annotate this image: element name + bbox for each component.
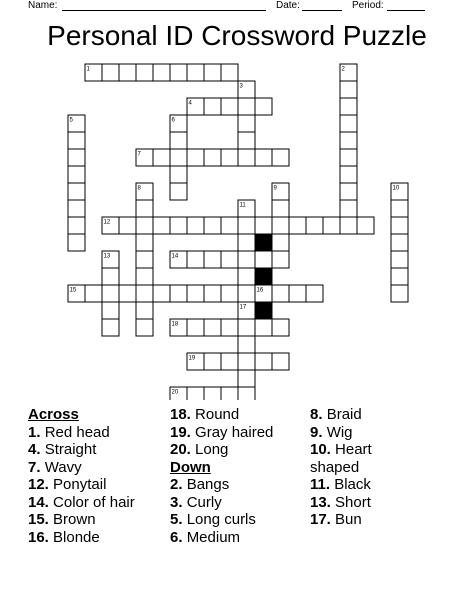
grid-cell[interactable] [391,268,408,285]
grid-cell[interactable] [187,149,204,166]
grid-cell[interactable] [204,285,221,302]
grid-cell[interactable] [136,200,153,217]
clue-down-5: 5. Long curls [170,511,256,528]
clue-number-18: 18 [171,321,179,328]
grid-cell[interactable] [136,251,153,268]
grid-cell[interactable] [221,217,238,234]
black-square [255,268,272,285]
grid-cell[interactable] [357,217,374,234]
grid-cell[interactable] [221,319,238,336]
grid-cell[interactable] [340,81,357,98]
name-label: Name: [28,0,58,11]
clue-number-8: 8 [137,185,141,192]
clue-number-5: 5 [69,117,73,124]
grid-cell[interactable] [255,319,272,336]
down-clues-continued [310,406,372,529]
clue-number-13: 13 [103,253,111,260]
grid-cell[interactable] [238,98,255,115]
grid-cell[interactable] [289,285,306,302]
grid-cell[interactable] [340,132,357,149]
grid-cell[interactable] [119,64,136,81]
clue-number-12: 12 [103,219,111,226]
grid-cell[interactable] [391,217,408,234]
clue-across-7: 7. Wavy [28,458,82,476]
grid-cell[interactable] [272,234,289,251]
clue-down-11: 11. Black [310,476,371,493]
grid-cell[interactable] [136,234,153,251]
grid-cell[interactable] [238,268,255,285]
grid-cell[interactable] [153,149,170,166]
date-label: Date: [276,0,300,11]
grid-cell[interactable] [136,217,153,234]
clue-number-7: 7 [137,151,141,158]
grid-cell[interactable] [391,285,408,302]
grid-cell[interactable] [102,319,119,336]
clue-number-2: 2 [341,66,345,73]
grid-cell[interactable] [221,285,238,302]
grid-cell[interactable] [204,98,221,115]
grid-cell[interactable] [238,319,255,336]
grid-cell[interactable] [204,319,221,336]
grid-cell[interactable] [272,319,289,336]
grid-cell[interactable] [340,183,357,200]
grid-cell[interactable] [255,217,272,234]
grid-cell[interactable] [136,302,153,319]
grid-cell[interactable] [102,285,119,302]
grid-cell[interactable] [187,319,204,336]
clue-number-3: 3 [239,83,243,90]
grid-cell[interactable] [102,268,119,285]
grid-cell[interactable] [187,217,204,234]
grid-cell[interactable] [85,285,102,302]
grid-cell[interactable] [238,387,255,400]
clue-number-16: 16 [256,287,264,294]
grid-cell[interactable] [170,183,187,200]
grid-cell[interactable] [238,234,255,251]
grid-cell[interactable] [391,234,408,251]
grid-cell[interactable] [340,217,357,234]
grid-cell[interactable] [289,217,306,234]
clue-number-1: 1 [86,66,90,73]
grid-cell[interactable] [68,234,85,251]
grid-cell[interactable] [136,64,153,81]
grid-cell[interactable] [255,251,272,268]
grid-cell[interactable] [153,285,170,302]
clue-down-2: 2. Bangs [170,476,230,493]
grid-cell[interactable] [170,285,187,302]
grid-cell[interactable] [221,387,238,400]
clue-number-17: 17 [239,304,247,311]
grid-cell[interactable] [187,387,204,400]
grid-cell[interactable] [187,285,204,302]
grid-cell[interactable] [221,353,238,370]
grid-cell[interactable] [221,149,238,166]
grid-cell[interactable] [204,251,221,268]
grid-cell[interactable] [187,64,204,81]
clue-across-1: 1. Red head [28,423,110,441]
grid-cell[interactable] [170,217,187,234]
grid-cell[interactable] [255,98,272,115]
grid-cell[interactable] [238,285,255,302]
grid-cell[interactable] [272,251,289,268]
clue-number-10: 10 [392,185,400,192]
grid-cell[interactable] [68,200,85,217]
grid-cell[interactable] [221,98,238,115]
grid-cell[interactable] [238,149,255,166]
clue-number-15: 15 [69,287,77,294]
grid-cell[interactable] [238,353,255,370]
grid-cell[interactable] [170,132,187,149]
grid-cell[interactable] [68,166,85,183]
grid-cell[interactable] [340,98,357,115]
grid-cell[interactable] [238,251,255,268]
grid-cell[interactable] [221,251,238,268]
clue-number-6: 6 [171,117,175,124]
clue-down-3: 3. Curly [170,493,222,511]
grid-cell[interactable] [340,115,357,132]
clue-number-14: 14 [171,253,179,260]
grid-cell[interactable] [102,64,119,81]
clue-number-4: 4 [188,100,192,107]
grid-cell[interactable] [136,319,153,336]
grid-cell[interactable] [68,217,85,234]
clue-number-19: 19 [188,355,196,362]
clue-number-20: 20 [171,389,179,396]
down-heading: Down [170,458,211,476]
grid-cell[interactable] [204,149,221,166]
grid-cell[interactable] [153,64,170,81]
grid-cell[interactable] [238,370,255,387]
grid-cell[interactable] [204,387,221,400]
grid-cell[interactable] [272,200,289,217]
grid-cell[interactable] [323,217,340,234]
grid-cell[interactable] [102,302,119,319]
grid-cell[interactable] [68,132,85,149]
clue-down-13: 13. Short [310,493,371,511]
period-label: Period: [352,0,384,11]
clue-across-18: 18. Round [170,406,240,423]
grid-cell[interactable] [204,64,221,81]
grid-cell[interactable] [204,353,221,370]
clue-down-8: 8. Braid [310,406,362,423]
across-clues-continued [170,406,273,546]
grid-cell[interactable] [391,251,408,268]
grid-cell[interactable] [255,353,272,370]
clue-down-9: 9. Wig [310,423,353,441]
black-square [255,302,272,319]
clue-across-4: 4. Straight [28,441,97,458]
grid-cell[interactable] [238,217,255,234]
clue-across-14: 14. Color of hair [28,493,135,511]
clue-across-12: 12. Ponytail [28,476,107,493]
clue-down-6: 6. Medium [170,528,241,546]
grid-cell[interactable] [153,217,170,234]
grid-cell[interactable] [221,64,238,81]
clue-across-20: 20. Long [170,441,229,458]
clue-down-10: 10. Heart [310,441,372,458]
grid-cell[interactable] [119,217,136,234]
grid-cell[interactable] [68,183,85,200]
grid-cell[interactable] [204,217,221,234]
grid-cell[interactable] [187,251,204,268]
grid-cell[interactable] [238,132,255,149]
grid-cell[interactable] [170,149,187,166]
grid-cell[interactable] [170,64,187,81]
grid-cell[interactable] [255,149,272,166]
clue-number-11: 11 [239,202,246,209]
grid-cell[interactable] [272,285,289,302]
black-square [255,234,272,251]
grid-cell[interactable] [272,149,289,166]
grid-cell[interactable] [272,217,289,234]
page-title: Personal ID Crossword Puzzle [47,20,427,51]
clue-down-10-continued: shaped [310,458,360,476]
clue-across-16: 16. Blonde [28,528,100,546]
grid-cell[interactable] [391,200,408,217]
grid-cell[interactable] [238,115,255,132]
clue-across-15: 15. Brown [28,511,96,528]
grid-cell[interactable] [340,200,357,217]
grid-cell[interactable] [238,336,255,353]
grid-cell[interactable] [272,353,289,370]
grid-cell[interactable] [340,149,357,166]
clue-number-9: 9 [273,185,277,192]
across-clues [28,406,135,546]
grid-cells [68,64,408,400]
grid-cell[interactable] [340,166,357,183]
grid-cell[interactable] [170,166,187,183]
grid-cell[interactable] [306,285,323,302]
across-heading: Across [28,406,79,423]
clue-down-17: 17. Bun [310,511,362,528]
grid-cell[interactable] [68,149,85,166]
grid-cell[interactable] [136,268,153,285]
clue-across-19: 19. Gray haired [170,423,274,441]
grid-cell[interactable] [119,285,136,302]
grid-cell[interactable] [306,217,323,234]
grid-cell[interactable] [136,285,153,302]
